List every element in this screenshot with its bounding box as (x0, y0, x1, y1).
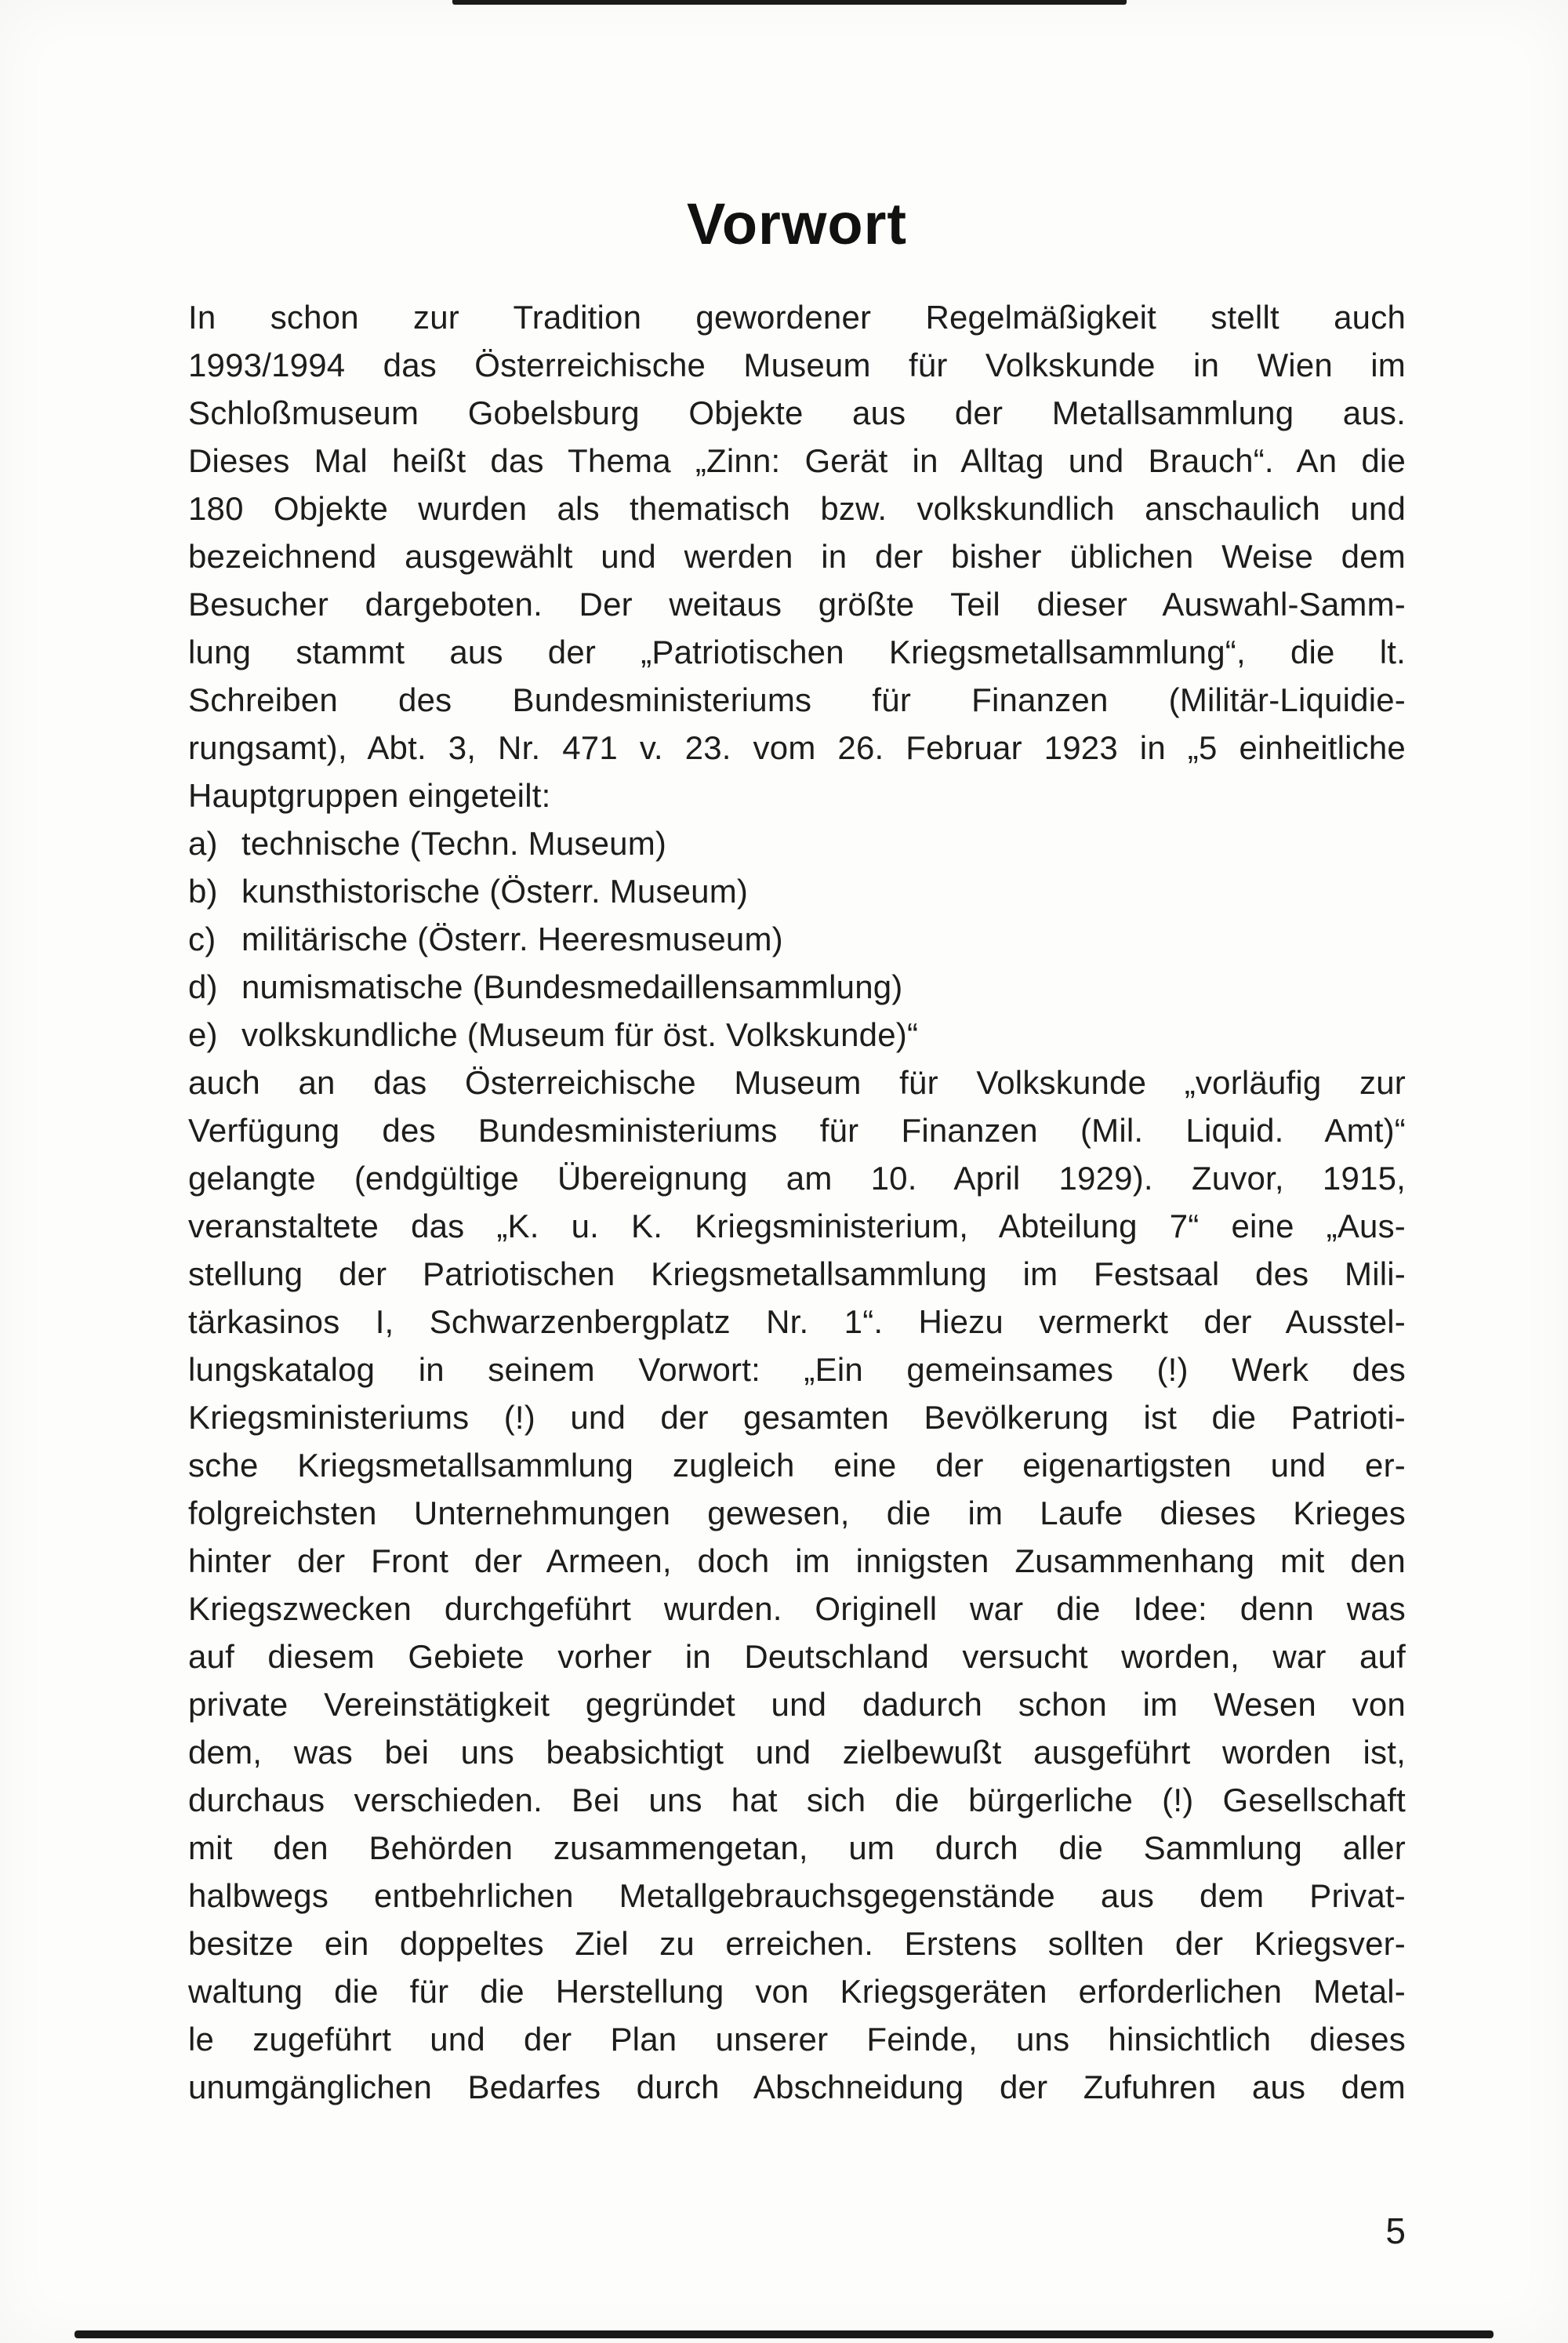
text-line: auf diesem Gebiete vorher in Deutschland versucht worden, war auf (188, 1638, 1406, 1675)
text-line: auch an das Österreichische Museum für Volkskunde „vorläufig zur (188, 1064, 1406, 1101)
text-line: sche Kriegsmetallsammlung zugleich eine der eigenartigsten und er- (188, 1447, 1406, 1484)
text-line: Hauptgruppen eingeteilt: (188, 777, 551, 814)
text-line: Kriegszwecken durchgeführt wurden. Originell war die Idee: denn was (188, 1590, 1406, 1627)
page-number: 5 (1385, 2210, 1406, 2251)
text-line: bezeichnend ausgewählt und werden in der bisher üblichen Weise dem (188, 538, 1406, 575)
text-line: Schloßmuseum Gobelsburg Objekte aus der Metallsammlung aus. (188, 394, 1406, 431)
list-item-text: numismatische (Bundesmedaillensammlung) (241, 968, 903, 1005)
text-line: rungsamt), Abt. 3, Nr. 471 v. 23. vom 26. Februar 1923 in „5 einheitliche (188, 729, 1406, 766)
text-line: Schreiben des Bundesministeriums für Finanzen (Militär-Liquidie- (188, 681, 1406, 718)
page-title: Vorwort (686, 191, 908, 256)
text-line: halbwegs entbehrlichen Metallgebrauchsgegenstände aus dem Privat- (188, 1877, 1406, 1914)
text-line: veranstaltete das „K. u. K. Kriegsministerium, Abteilung 7“ eine „Aus- (188, 1208, 1406, 1244)
text-line: unumgänglichen Bedarfes durch Abschneidung der Zufuhren aus dem (188, 2069, 1406, 2105)
list-item-text: volkskundliche (Museum für öst. Volkskunde)“ (241, 1016, 919, 1053)
scan-artifact-top-edge (452, 0, 1127, 5)
text-line: durchaus verschieden. Bei uns hat sich die bürgerliche (!) Gesellschaft (188, 1782, 1406, 1818)
text-line: gelangte (endgültige Übereignung am 10. April 1929). Zuvor, 1915, (188, 1160, 1406, 1197)
text-line: Verfügung des Bundesministeriums für Finanzen (Mil. Liquid. Amt)“ (188, 1112, 1406, 1149)
text-line: folgreichsten Unternehmungen gewesen, die im Laufe dieses Krieges (188, 1495, 1406, 1531)
text-line: 1993/1994 das Österreichische Museum für Volkskunde in Wien im (188, 347, 1406, 383)
text-line: waltung die für die Herstellung von Kriegsgeräten erforderlichen Metal- (188, 1973, 1406, 2010)
text-line: le zugeführt und der Plan unserer Feinde, uns hinsichtlich dieses (188, 2021, 1406, 2058)
list-marker: d) (188, 968, 218, 1005)
list-marker: e) (188, 1016, 218, 1053)
text-line: hinter der Front der Armeen, doch im innigsten Zusammenhang mit den (188, 1542, 1406, 1579)
text-line: besitze ein doppeltes Ziel zu erreichen. Erstens sollten der Kriegsver- (188, 1925, 1406, 1962)
text-line: 180 Objekte wurden als thematisch bzw. volkskundlich anschaulich und (188, 490, 1406, 527)
text-line: lung stammt aus der „Patriotischen Kriegsmetallsammlung“, die lt. (188, 634, 1406, 670)
text-line: Besucher dargeboten. Der weitaus größte Teil dieser Auswahl-Samm- (188, 586, 1406, 623)
list-item-text: kunsthistorische (Österr. Museum) (241, 873, 749, 910)
list-marker: b) (188, 873, 218, 910)
text-line: lungskatalog in seinem Vorwort: „Ein gemeinsames (!) Werk des (188, 1351, 1406, 1388)
list-item-line (188, 819, 1406, 867)
list-item-line (188, 915, 1406, 963)
text-line: Kriegsministeriums (!) und der gesamten Bevölkerung ist die Patrioti- (188, 1399, 1406, 1436)
list-item-text: militärische (Österr. Heeresmuseum) (241, 921, 783, 957)
list-item-line (188, 1011, 1406, 1059)
page-content (188, 191, 1406, 2111)
body-text (188, 293, 1406, 2111)
list-item-line (188, 963, 1406, 1011)
text-line: private Vereinstätigkeit gegründet und dadurch schon im Wesen von (188, 1686, 1406, 1723)
list-marker: c) (188, 921, 216, 957)
text-line: Dieses Mal heißt das Thema „Zinn: Gerät in Alltag und Brauch“. An die (188, 442, 1406, 479)
text-line: tärkasinos I, Schwarzenbergplatz Nr. 1“. Hiezu vermerkt der Ausstel- (188, 1303, 1406, 1340)
list-item-line (188, 867, 1406, 915)
list-marker: a) (188, 825, 218, 862)
list-item-text: technische (Techn. Museum) (241, 825, 667, 862)
text-line: In schon zur Tradition gewordener Regelmäßigkeit stellt auch (188, 299, 1406, 336)
text-line: dem, was bei uns beabsichtigt und zielbewußt ausgeführt worden ist, (188, 1734, 1406, 1771)
scan-artifact-bottom-edge (74, 2330, 1494, 2338)
text-line: mit den Behörden zusammengetan, um durch die Sammlung aller (188, 1829, 1406, 1866)
text-line: stellung der Patriotischen Kriegsmetallsammlung im Festsaal des Mili- (188, 1255, 1406, 1292)
